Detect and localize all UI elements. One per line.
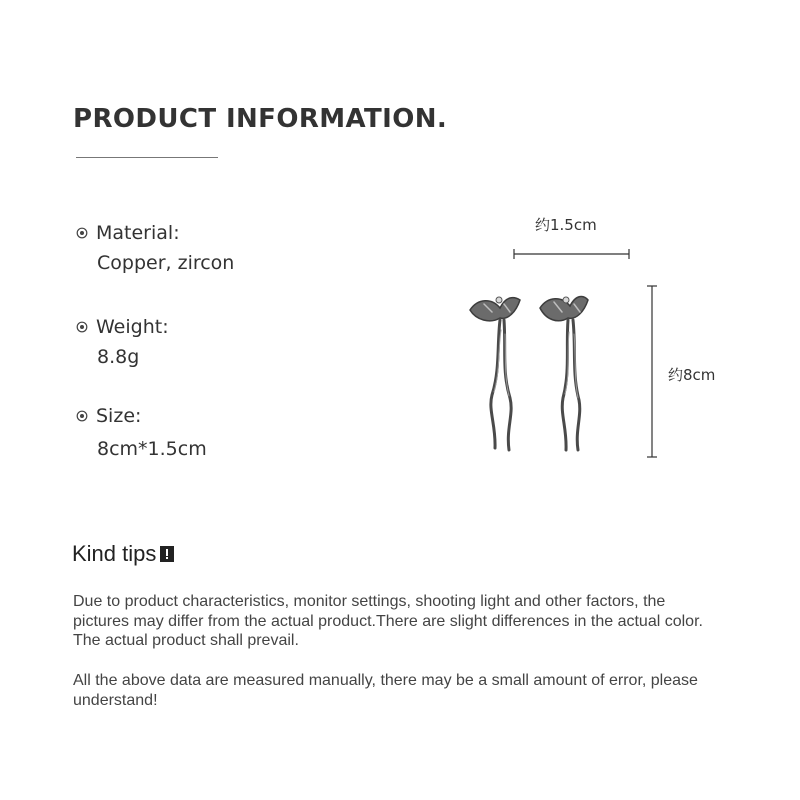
spec-value: 8cm*1.5cm (97, 438, 207, 460)
kind-tips-paragraph-2: All the above data are measured manually, there may be a small amount of error, please understand! (73, 672, 698, 709)
width-dimension-label: 约1.5cm (535, 216, 597, 234)
width-dimension-line (514, 249, 629, 259)
height-dimension-label: 约8cm (668, 366, 716, 384)
kind-tips-paragraph-1: Due to product characteristics, monitor settings, shooting light and other factors, the pictures may differ from the actual product.There are slight differences in the actual color. The actual product shall prevail. (73, 593, 703, 649)
spec-label: Weight: (96, 316, 169, 338)
earring-right-image (540, 296, 588, 450)
spec-value: 8.8g (97, 346, 140, 368)
exclamation-icon (160, 546, 174, 562)
spec-value: Copper, zircon (97, 252, 235, 274)
height-dimension-line (647, 286, 657, 457)
page-title: PRODUCT INFORMATION. (73, 104, 448, 134)
earring-left-image (470, 297, 520, 450)
spec-label: Size: (96, 405, 142, 427)
kind-tips-heading (72, 541, 174, 567)
kind-tips-title: Kind tips (72, 541, 157, 566)
spec-label: Material: (96, 222, 180, 244)
